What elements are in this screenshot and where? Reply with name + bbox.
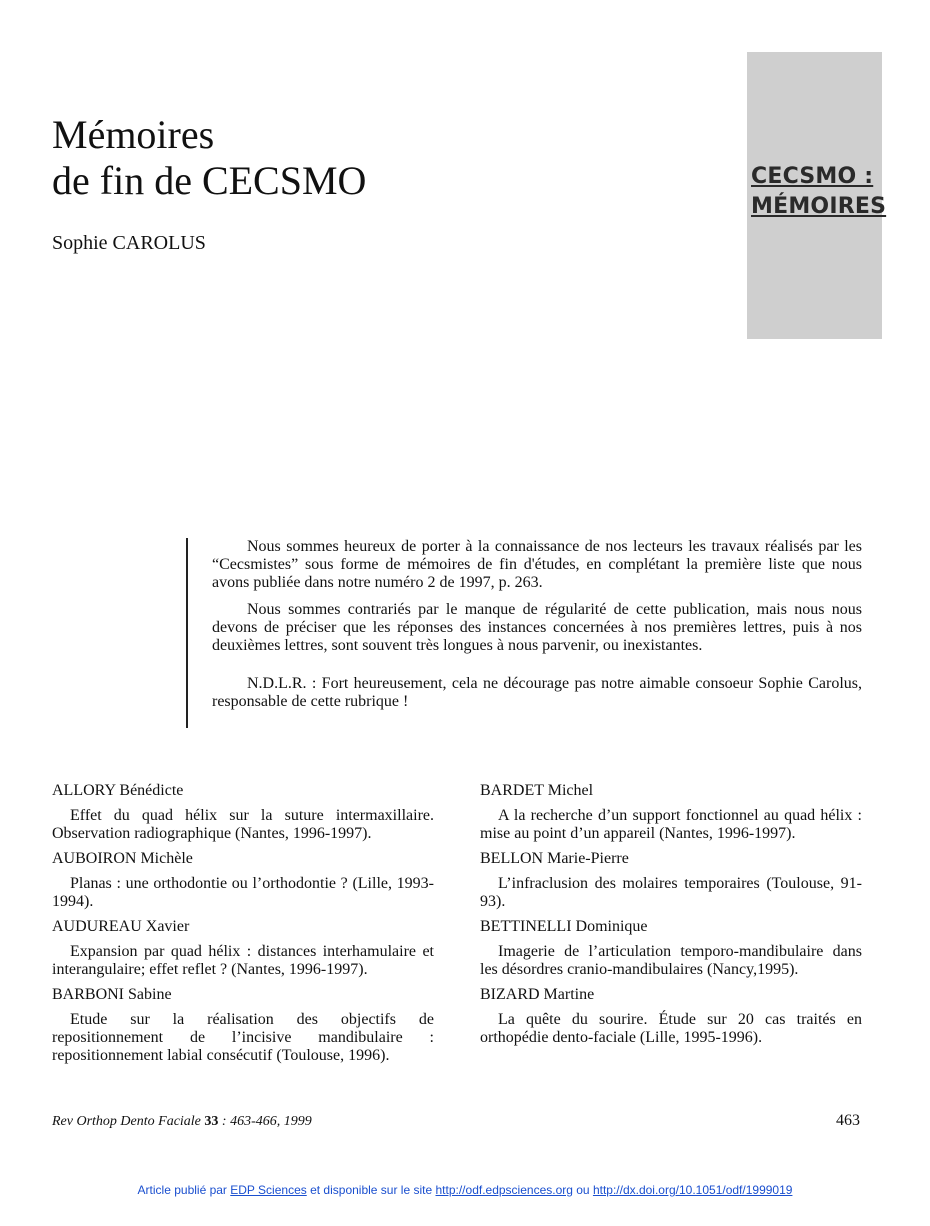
section-tag-box [747,52,887,339]
intro-paragraph: Nous sommes contrariés par le manque de régularité de cette publication, mais nous nous devons de préciser que les réponses des instances concernées à nos premières lettres, puis à nos deuxièmes lettres, sont souvent très longues à nous parvenir, ou inexistantes. [212,601,862,654]
publisher-line [0,1183,930,1197]
journal-name: Rev Orthop Dento Faciale [52,1114,201,1129]
title-line-1: Mémoires [52,112,215,157]
list-item [52,850,434,911]
entry-title: Imagerie de l’articulation temporo-mandibulaire dans les désordres cranio-mandibulaires (Nancy,1995). [480,943,862,978]
entry-author: AUDUREAU Xavier [52,918,190,935]
intro-paragraph: Nous sommes heureux de porter à la connaissance de nos lecteurs les travaux réalisés par les “Cecsmistes” sous forme de mémoires de fin d'études, en complétant la première liste que nous avons publiée dans notre numéro 2 de 1997, p. 263. [212,538,862,591]
entry-author: BIZARD Martine [480,986,595,1003]
right-column [480,782,862,1054]
entry-author: BELLON Marie-Pierre [480,850,629,867]
publisher-middle: et disponible sur le site [306,1183,436,1197]
entry-title: L’infraclusion des molaires temporaires (Toulouse, 91-93). [480,875,862,910]
entry-title: La quête du sourire. Étude sur 20 cas traités en orthopédie dento-faciale (Lille, 1995-1996). [480,1011,862,1046]
journal-reference [52,1114,312,1130]
title-line-2: de fin de CECSMO [52,158,367,203]
site-link[interactable]: http://odf.edpsciences.org [435,1183,573,1197]
entry-author: BARDET Michel [480,782,594,799]
editor-note: N.D.L.R. : Fort heureusement, cela ne décourage pas notre aimable consoeur Sophie Carolus, responsable de cette rubrique ! [212,675,862,710]
list-item [52,918,434,979]
section-tag [751,162,886,222]
section-tag-line-1: CECSMO : [751,164,874,189]
list-item [52,986,434,1065]
list-item [480,986,862,1047]
section-tag-line-2: MÉMOIRES [751,194,887,219]
entry-author: BETTINELLI Dominique [480,918,648,935]
entry-title: A la recherche d’un support fonctionnel au quad hélix : mise au point d’un appareil (Nantes, 1996-1997). [480,807,862,842]
entry-title: Expansion par quad hélix : distances interhamulaire et interangulaire; effet reflet ? (Nantes, 1996-1997). [52,943,434,978]
list-item [480,918,862,979]
entry-author: ALLORY Bénédicte [52,782,184,799]
page-number: 463 [836,1112,860,1129]
entry-title: Planas : une orthodontie ou l’orthodontie ? (Lille, 1993-1994). [52,875,434,910]
doi-link[interactable]: http://dx.doi.org/10.1051/odf/1999019 [592,1183,793,1197]
publisher-or: ou [572,1183,593,1197]
editorial-intro [186,538,862,728]
left-column [52,782,434,1072]
list-item [480,850,862,911]
journal-pages: : 463-466, 1999 [218,1114,312,1129]
publisher-link[interactable]: EDP Sciences [230,1183,307,1197]
entry-title: Etude sur la réalisation des objectifs de repositionnement de l’incisive mandibulaire : repositionnement labial consécutif (Toulouse, 1996). [52,1011,434,1064]
entry-title: Effet du quad hélix sur la suture intermaxillaire. Observation radiographique (Nantes, 1996-1997). [52,807,434,842]
entry-author: AUBOIRON Michèle [52,850,193,867]
journal-volume: 33 [204,1114,219,1129]
publisher-prefix: Article publié par [137,1183,231,1197]
entry-author: BARBONI Sabine [52,986,172,1003]
list-item [52,782,434,843]
list-item [480,782,862,843]
article-title [52,112,366,204]
author-name: Sophie CAROLUS [52,232,206,254]
